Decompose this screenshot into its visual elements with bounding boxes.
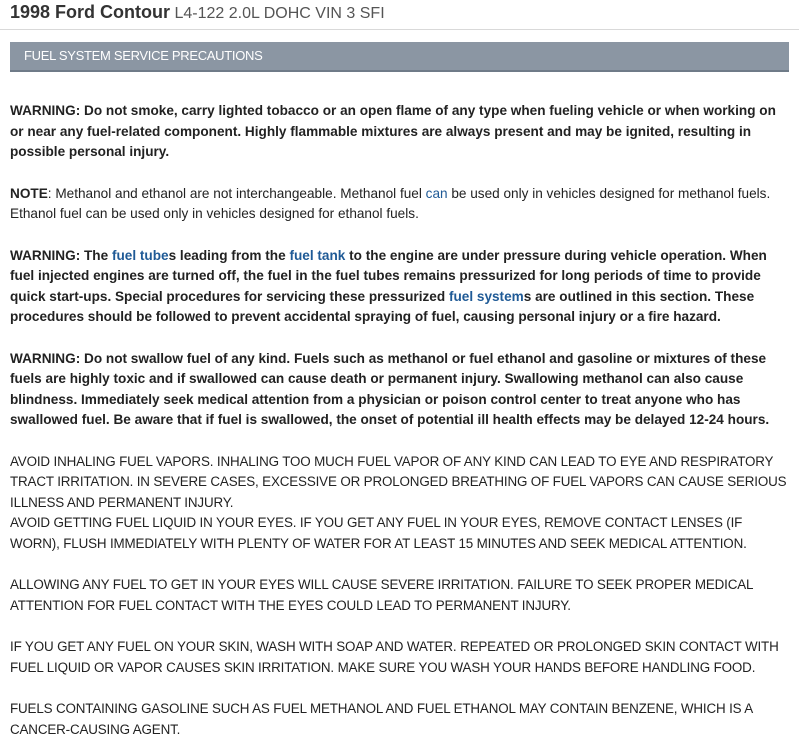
- warning-pressure-text-3: to the engine are under pressure during vehicle operation. When fuel injected engines are turned off, the fuel in the fuel tubes remains pressurized for long periods of time to provide quick start-ups. Special procedures for servicing these pressurized: [10, 247, 767, 304]
- warning-pressure-text-4: s are outlined in this section. These procedures should be followed to prevent accidental spraying of fuel, causing personal injury or a fire hazard.: [10, 288, 755, 324]
- section-title: FUEL SYSTEM SERVICE PRECAUTIONS: [24, 48, 263, 63]
- note-methanol: [10, 184, 789, 225]
- warning-pressure: [10, 246, 789, 328]
- warning-pressure-text-1: WARNING: The: [10, 247, 112, 263]
- note-text-2: be used only in vehicles designed for methanol fuels. Ethanol fuel can be used only in vehicles designed for ethanol fuels.: [10, 185, 771, 221]
- caution-inhaling: AVOID INHALING FUEL VAPORS. INHALING TOO MUCH FUEL VAPOR OF ANY KIND CAN LEAD TO EYE AND RESPIRATORY TRACT IRRITATION. IN SEVERE CASES, EXCESSIVE OR PROLONGED BREATHING OF FUEL VAPORS CAN CAUSE SERIOUS ILLNESS AND PERMANENT INJURY.: [10, 453, 787, 510]
- section-title-bar: [10, 42, 789, 72]
- warning-pressure-text-2: s leading from the: [168, 247, 290, 263]
- glossary-link-can[interactable]: can: [425, 185, 448, 201]
- article-body: [0, 101, 799, 740]
- caution-benzene: FUELS CONTAINING GASOLINE SUCH AS FUEL METHANOL AND FUEL ETHANOL MAY CONTAIN BENZENE, WHICH IS A CANCER-CAUSING AGENT.: [10, 701, 753, 737]
- glossary-link-fuel-tank[interactable]: fuel tank: [289, 247, 346, 263]
- warning-swallow: WARNING: Do not swallow fuel of any kind. Fuels such as methanol or fuel ethanol and gasoline or mixtures of these fuels are highly toxic and if swallowed can cause death or permanent injury. Swallowing methanol can also cause blindness. Immediately seek medical attention from a physician or poison control center to treat anyone who has swallowed fuel. Be aware that if fuel is swallowed, the onset of potential ill health effects may be delayed 12-24 hours.: [10, 350, 770, 427]
- engine-subtitle: L4-122 2.0L DOHC VIN 3 SFI: [174, 5, 385, 22]
- note-label: NOTE: [10, 185, 48, 201]
- warning-smoking: WARNING: Do not smoke, carry lighted tobacco or an open flame of any type when fueling vehicle or when working on or near any fuel-related component. Highly flammable mixtures are always present and may be ignited, resulting in possible personal injury.: [10, 103, 776, 159]
- caution-irritation: ALLOWING ANY FUEL TO GET IN YOUR EYES WILL CAUSE SEVERE IRRITATION. FAILURE TO SEEK PROPER MEDICAL ATTENTION FOR FUEL CONTACT WITH THE EYES COULD LEAD TO PERMANENT INJURY.: [10, 577, 753, 613]
- caution-skin: IF YOU GET ANY FUEL ON YOUR SKIN, WASH WITH SOAP AND WATER. REPEATED OR PROLONGED SKIN CONTACT WITH FUEL LIQUID OR VAPOR CAUSES SKIN IRRITATION. MAKE SURE YOU WASH YOUR HANDS BEFORE HANDLING FOOD.: [10, 639, 779, 675]
- glossary-link-fuel-tube[interactable]: fuel tube: [111, 247, 169, 263]
- note-text-1: : Methanol and ethanol are not interchangeable. Methanol fuel: [47, 185, 426, 201]
- page-header: [0, 0, 799, 30]
- glossary-link-fuel-system[interactable]: fuel system: [448, 288, 524, 304]
- vehicle-title: 1998 Ford Contour: [10, 2, 171, 22]
- caution-eyes: AVOID GETTING FUEL LIQUID IN YOUR EYES. IF YOU GET ANY FUEL IN YOUR EYES, REMOVE CONTACT LENSES (IF WORN), FLUSH IMMEDIATELY WITH PLENTY OF WATER FOR AT LEAST 15 MINUTES AND SEEK MEDICAL ATTENTION.: [10, 515, 747, 551]
